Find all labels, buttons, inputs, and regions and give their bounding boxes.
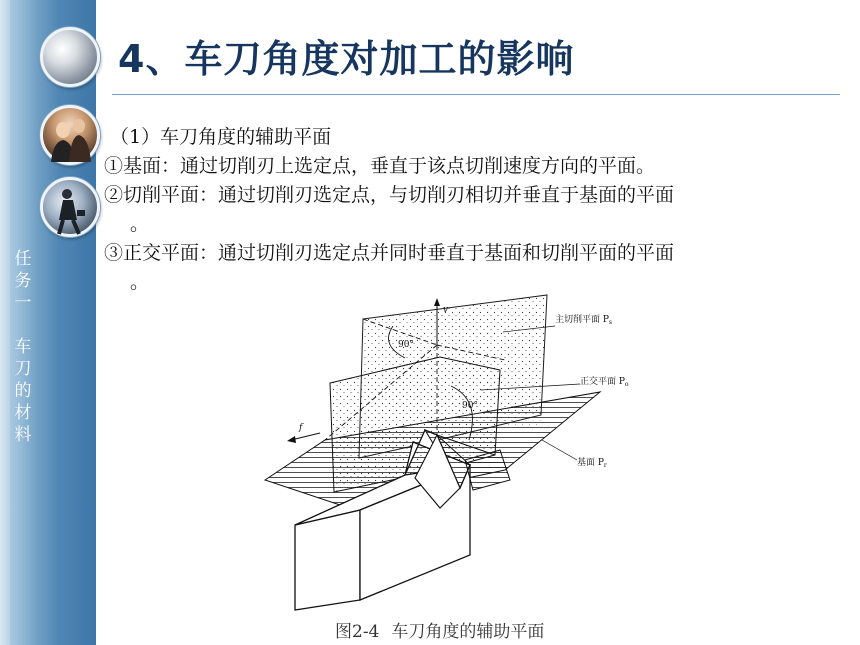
main-cutting-plane-label: 主切削平面 $P_s$ bbox=[555, 315, 613, 326]
definition-orthogonal-plane: ③正交平面：通过切削刃选定点并同时垂直于基面和切削平面的平面 bbox=[104, 242, 675, 264]
section-heading: （1）车刀角度的辅助平面 bbox=[110, 126, 332, 148]
velocity-label: v bbox=[443, 305, 449, 315]
figure-caption-text: 车刀角度的辅助平面 bbox=[391, 622, 545, 642]
feed-label: f bbox=[299, 423, 303, 433]
decorative-businessman-orb bbox=[40, 177, 100, 237]
angle-label-top: 90° bbox=[398, 340, 414, 350]
figure-caption bbox=[335, 617, 544, 642]
vertical-title-char: 车 bbox=[14, 337, 32, 357]
orthogonal-plane-label: 正交平面 $P_o$ bbox=[580, 377, 629, 388]
definition-cutting-plane-end: 。 bbox=[130, 213, 150, 235]
vertical-title-char: 任 bbox=[14, 249, 32, 269]
definition-base-plane: ①基面：通过切削刃上选定点，垂直于该点切削速度方向的平面。 bbox=[104, 155, 656, 177]
figure-number: 图2-4 bbox=[335, 622, 380, 642]
definition-cutting-plane: ②切削平面：通过切削刃选定点，与切削刃相切并垂直于基面的平面 bbox=[104, 184, 675, 206]
base-plane-label: 基面 $P_r$ bbox=[577, 458, 607, 469]
vertical-title-char: 料 bbox=[14, 425, 32, 445]
decorative-people-orb bbox=[40, 105, 100, 165]
title-divider bbox=[112, 94, 840, 95]
body-text bbox=[104, 123, 824, 297]
vertical-title-char: 材 bbox=[14, 403, 32, 423]
vertical-title-gap bbox=[12, 314, 34, 336]
vertical-title-char: 一 bbox=[14, 293, 32, 313]
page-title: 4、车刀角度对加工的影响 bbox=[118, 37, 575, 81]
tool-shank-front bbox=[295, 510, 360, 610]
vertical-title-char: 的 bbox=[14, 381, 32, 401]
decorative-metal-orb bbox=[40, 27, 100, 87]
definition-orthogonal-plane-end: 。 bbox=[130, 271, 150, 293]
vertical-title-char: 务 bbox=[14, 271, 32, 291]
angle-label-mid: 90° bbox=[462, 401, 478, 411]
vertical-section-title bbox=[12, 248, 34, 446]
sidebar-band bbox=[0, 0, 96, 645]
vertical-title-char: 刀 bbox=[14, 359, 32, 379]
auxiliary-planes-diagram bbox=[255, 290, 629, 610]
